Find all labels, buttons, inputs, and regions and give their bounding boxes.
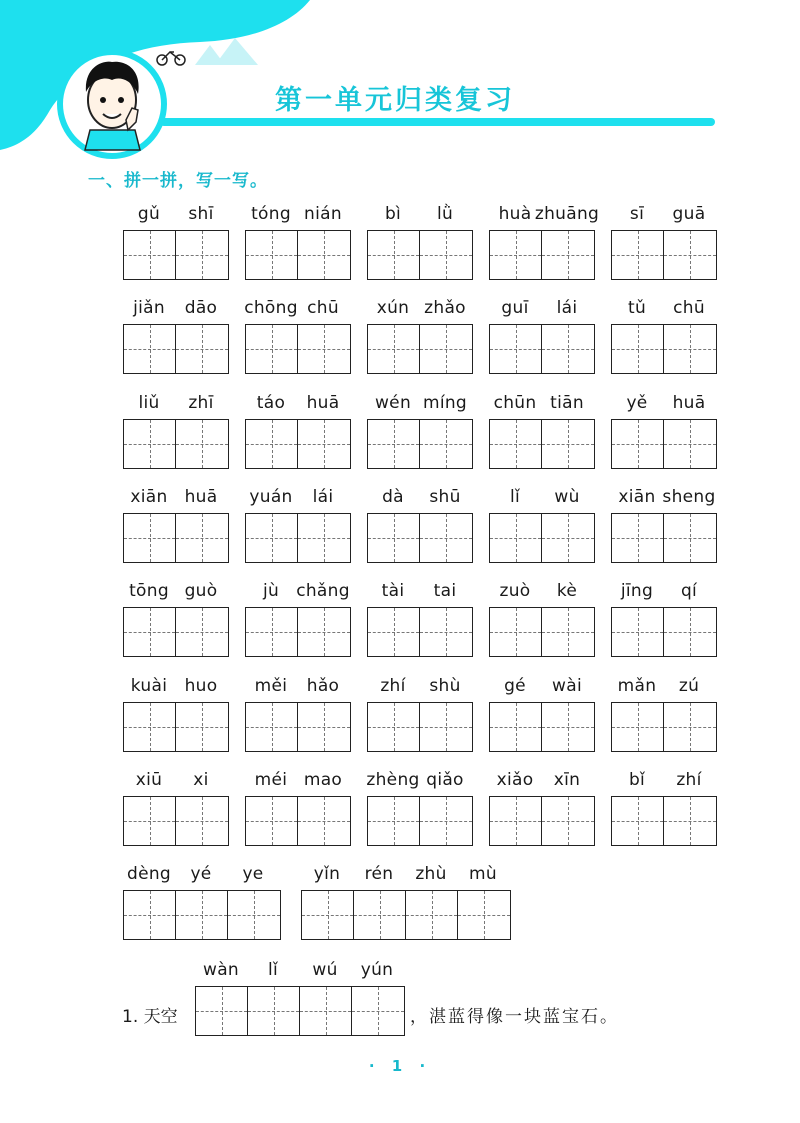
word-item[interactable] [611, 298, 715, 324]
writing-cell[interactable] [124, 420, 176, 468]
word-item[interactable] [123, 581, 227, 607]
pinyin-syllable: mǎn [617, 675, 657, 696]
writing-cell[interactable] [124, 608, 176, 656]
pinyin-row [123, 393, 227, 419]
writing-cell[interactable] [664, 325, 716, 373]
pinyin-syllable: táo [256, 392, 286, 413]
writing-cell[interactable] [124, 325, 176, 373]
pinyin-syllable: huo [184, 675, 218, 696]
word-item[interactable] [367, 204, 471, 230]
pinyin-row [245, 581, 349, 607]
pinyin-row [489, 581, 593, 607]
writing-cell[interactable] [420, 703, 472, 751]
pinyin-row [123, 676, 227, 702]
pinyin-syllable: nián [304, 204, 342, 224]
word-item[interactable] [245, 487, 349, 513]
pinyin-syllable: lǜ [436, 204, 454, 224]
writing-cell[interactable] [352, 987, 404, 1035]
pinyin-syllable: jù [262, 581, 280, 602]
pinyin-row [123, 204, 227, 230]
pinyin-syllable: huā [672, 392, 706, 413]
pinyin-syllable: liǔ [138, 392, 160, 413]
pinyin-syllable: qiǎo [426, 769, 464, 790]
pinyin-syllable: gé [504, 675, 526, 696]
pinyin-syllable: zú [678, 675, 700, 696]
writing-cell[interactable] [298, 608, 350, 656]
word-item[interactable] [123, 204, 227, 230]
writing-cell[interactable] [368, 797, 420, 845]
pinyin-syllable: zhèng [366, 769, 420, 790]
pinyin-row [611, 487, 715, 513]
writing-cell[interactable] [612, 703, 664, 751]
writing-boxes[interactable] [489, 324, 595, 374]
pinyin-row [367, 487, 471, 513]
word-item[interactable] [123, 298, 227, 324]
writing-boxes[interactable] [367, 513, 473, 563]
pinyin-syllable: xiān [618, 486, 656, 507]
word-item[interactable] [489, 298, 593, 324]
writing-cell[interactable] [124, 891, 176, 939]
pinyin-syllable: lǐ [267, 960, 279, 980]
writing-cell[interactable] [490, 420, 542, 468]
writing-cell[interactable] [176, 514, 228, 562]
pinyin-syllable: guī [501, 298, 529, 319]
sentence-answer-grid[interactable] [195, 960, 403, 986]
writing-cell[interactable] [176, 891, 228, 939]
writing-boxes[interactable] [489, 513, 595, 563]
writing-cell[interactable] [420, 325, 472, 373]
writing-cell[interactable] [542, 608, 594, 656]
pinyin-row [245, 487, 349, 513]
writing-cell[interactable] [176, 325, 228, 373]
writing-cell[interactable] [612, 514, 664, 562]
writing-cell[interactable] [246, 703, 298, 751]
writing-cell[interactable] [246, 420, 298, 468]
pinyin-syllable: xīn [553, 769, 581, 790]
pinyin-syllable: chū [307, 298, 339, 319]
word-item[interactable] [123, 864, 279, 890]
writing-cell[interactable] [368, 325, 420, 373]
pinyin-syllable: jīng [620, 581, 654, 602]
pinyin-syllable: xún [376, 298, 410, 319]
pinyin-syllable: yún [360, 960, 394, 980]
word-item[interactable] [123, 393, 227, 419]
pinyin-syllable: tiān [550, 392, 584, 413]
pinyin-row [245, 204, 349, 230]
writing-cell[interactable] [298, 703, 350, 751]
writing-cell[interactable] [490, 703, 542, 751]
writing-cell[interactable] [368, 703, 420, 751]
word-item[interactable] [489, 487, 593, 513]
writing-boxes[interactable] [245, 419, 351, 469]
pinyin-syllable: dāo [184, 298, 218, 319]
word-item[interactable] [245, 298, 349, 324]
writing-boxes[interactable] [367, 796, 473, 846]
word-item[interactable] [611, 581, 715, 607]
writing-cell[interactable] [420, 514, 472, 562]
boy-mascot-icon [85, 62, 140, 150]
pinyin-syllable: shū [429, 486, 461, 507]
pinyin-row [489, 770, 593, 796]
pinyin-syllable: lǐ [509, 486, 521, 507]
pinyin-row [367, 204, 471, 230]
pinyin-syllable: wén [374, 392, 412, 413]
pinyin-syllable: gǔ [137, 204, 161, 224]
pinyin-syllable: tai [433, 581, 457, 602]
writing-cell[interactable] [420, 420, 472, 468]
writing-cell[interactable] [612, 231, 664, 279]
section-heading: 一、拼一拼，写一写。 [88, 171, 268, 191]
sentence-label: 1. 天空 [122, 1007, 178, 1027]
word-item[interactable] [367, 393, 471, 419]
pinyin-syllable: wù [554, 486, 580, 507]
pinyin-row [123, 581, 227, 607]
writing-cell[interactable] [664, 703, 716, 751]
pinyin-syllable: měi [254, 675, 288, 696]
pinyin-syllable: jiǎn [133, 298, 165, 319]
writing-cell[interactable] [490, 797, 542, 845]
writing-cell[interactable] [124, 797, 176, 845]
pinyin-row [367, 393, 471, 419]
writing-cell[interactable] [176, 420, 228, 468]
pinyin-syllable: kuài [130, 675, 168, 696]
word-item[interactable] [489, 581, 593, 607]
writing-cell[interactable] [176, 231, 228, 279]
word-item[interactable] [367, 298, 471, 324]
word-item[interactable] [367, 581, 471, 607]
pinyin-syllable: míng [422, 392, 468, 413]
pinyin-syllable: shī [188, 204, 214, 224]
pinyin-syllable: dà [382, 486, 404, 507]
writing-cell[interactable] [248, 987, 300, 1035]
pinyin-syllable: hǎo [306, 675, 340, 696]
word-item[interactable] [301, 864, 509, 890]
writing-boxes[interactable] [123, 890, 281, 940]
writing-cell[interactable] [542, 325, 594, 373]
writing-cell[interactable] [542, 514, 594, 562]
pinyin-syllable: tǔ [627, 298, 647, 319]
pinyin-syllable: zhù [415, 864, 447, 885]
writing-cell[interactable] [124, 231, 176, 279]
writing-boxes[interactable] [611, 419, 717, 469]
pinyin-syllable: chū [673, 298, 705, 319]
writing-cell[interactable] [298, 325, 350, 373]
pinyin-row [123, 298, 227, 324]
pinyin-row [489, 204, 600, 230]
writing-cell[interactable] [246, 514, 298, 562]
writing-boxes[interactable] [489, 230, 595, 280]
writing-boxes[interactable] [611, 607, 717, 657]
pinyin-row [611, 676, 715, 702]
bicycle-icon [157, 52, 185, 65]
pinyin-row [611, 770, 715, 796]
pinyin-syllable: lái [556, 298, 578, 319]
writing-cell[interactable] [490, 231, 542, 279]
writing-cell[interactable] [664, 514, 716, 562]
writing-boxes[interactable] [611, 230, 717, 280]
word-item[interactable] [245, 393, 349, 419]
pinyin-syllable: rén [364, 864, 394, 885]
pinyin-syllable: zhí [380, 675, 406, 696]
writing-boxes[interactable] [245, 230, 351, 280]
pinyin-syllable: xiǎo [496, 769, 534, 790]
word-item[interactable] [489, 204, 600, 230]
pinyin-row [195, 960, 403, 986]
writing-boxes[interactable] [489, 419, 595, 469]
writing-cell[interactable] [176, 608, 228, 656]
writing-boxes[interactable] [489, 796, 595, 846]
writing-boxes[interactable] [123, 796, 229, 846]
writing-boxes[interactable] [367, 607, 473, 657]
pinyin-syllable: kè [556, 581, 578, 602]
pinyin-syllable: ye [242, 864, 264, 885]
pinyin-syllable: mù [469, 864, 497, 885]
writing-cell[interactable] [458, 891, 510, 939]
writing-cell[interactable] [246, 797, 298, 845]
writing-cell[interactable] [542, 420, 594, 468]
writing-boxes[interactable] [611, 513, 717, 563]
pinyin-syllable: bì [384, 204, 402, 224]
word-item[interactable] [367, 770, 471, 796]
writing-cell[interactable] [420, 797, 472, 845]
pinyin-syllable: chǎng [296, 581, 350, 602]
writing-boxes[interactable] [489, 607, 595, 657]
writing-cell[interactable] [298, 514, 350, 562]
pinyin-row [367, 298, 471, 324]
pinyin-syllable: tài [381, 581, 405, 602]
writing-boxes[interactable] [123, 607, 229, 657]
writing-cell[interactable] [420, 231, 472, 279]
pinyin-row [367, 676, 471, 702]
writing-boxes[interactable] [245, 796, 351, 846]
writing-cell[interactable] [490, 514, 542, 562]
word-item[interactable] [489, 676, 593, 702]
pinyin-syllable: xiū [135, 769, 163, 790]
pinyin-syllable: chūn [493, 392, 537, 413]
word-item[interactable] [611, 393, 715, 419]
writing-cell[interactable] [664, 420, 716, 468]
word-item[interactable] [123, 487, 227, 513]
pinyin-syllable: lái [312, 486, 334, 507]
pinyin-row [301, 864, 509, 890]
pinyin-syllable: chōng [244, 298, 298, 319]
page-number: · 1 · [368, 1057, 432, 1075]
pinyin-syllable: xi [193, 769, 209, 790]
writing-cell[interactable] [420, 608, 472, 656]
writing-boxes[interactable] [245, 607, 351, 657]
pinyin-syllable: shù [429, 675, 461, 696]
pinyin-row [367, 770, 471, 796]
pinyin-syllable: méi [254, 769, 288, 790]
word-item[interactable] [245, 204, 349, 230]
writing-cell[interactable] [612, 797, 664, 845]
word-item[interactable] [123, 770, 227, 796]
writing-cell[interactable] [246, 325, 298, 373]
pinyin-syllable: zhī [188, 392, 214, 413]
writing-boxes[interactable] [123, 324, 229, 374]
pinyin-row [123, 487, 227, 513]
pinyin-syllable: yě [626, 392, 648, 413]
word-item[interactable] [611, 204, 715, 230]
writing-cell[interactable] [368, 514, 420, 562]
pinyin-row [245, 770, 349, 796]
sentence-rest: ，湛蓝得像一块蓝宝石。 [410, 1007, 619, 1027]
pinyin-row [489, 393, 593, 419]
writing-boxes[interactable] [123, 513, 229, 563]
writing-cell[interactable] [490, 608, 542, 656]
pinyin-row [245, 393, 349, 419]
pinyin-row [611, 393, 715, 419]
word-item[interactable] [489, 393, 593, 419]
writing-cell[interactable] [298, 420, 350, 468]
writing-cell[interactable] [246, 231, 298, 279]
writing-boxes[interactable] [367, 324, 473, 374]
page-header [0, 0, 800, 160]
writing-boxes[interactable] [245, 702, 351, 752]
writing-cell[interactable] [300, 987, 352, 1035]
word-item[interactable] [611, 676, 715, 702]
word-item[interactable] [611, 770, 715, 796]
page-title: 第一单元归类复习 [275, 85, 515, 116]
pinyin-syllable: mao [303, 769, 343, 790]
pinyin-row [123, 864, 279, 890]
pinyin-syllable: guā [672, 204, 706, 224]
writing-cell[interactable] [542, 797, 594, 845]
pinyin-syllable: yǐn [313, 864, 341, 885]
pinyin-row [245, 676, 349, 702]
writing-cell[interactable] [490, 325, 542, 373]
writing-cell[interactable] [612, 608, 664, 656]
writing-cell[interactable] [228, 891, 280, 939]
pinyin-syllable: wú [312, 960, 338, 980]
pinyin-row [245, 298, 349, 324]
writing-boxes[interactable] [611, 796, 717, 846]
writing-cell[interactable] [298, 231, 350, 279]
pinyin-syllable: xiān [130, 486, 168, 507]
pinyin-row [489, 676, 593, 702]
writing-cell[interactable] [664, 608, 716, 656]
word-item[interactable] [367, 676, 471, 702]
writing-boxes[interactable] [195, 986, 405, 1036]
word-item[interactable] [367, 487, 471, 513]
writing-boxes[interactable] [367, 702, 473, 752]
writing-cell[interactable] [124, 514, 176, 562]
pinyin-syllable: bǐ [628, 769, 646, 790]
writing-cell[interactable] [612, 325, 664, 373]
pinyin-syllable: wài [552, 675, 582, 696]
writing-boxes[interactable] [123, 419, 229, 469]
pinyin-row [489, 487, 593, 513]
word-item[interactable] [245, 581, 349, 607]
writing-cell[interactable] [542, 231, 594, 279]
pinyin-syllable: tōng [129, 581, 169, 602]
pinyin-syllable: wàn [203, 960, 239, 980]
pinyin-syllable: dèng [126, 864, 172, 885]
writing-cell[interactable] [354, 891, 406, 939]
pinyin-syllable: tóng [251, 204, 291, 224]
pinyin-syllable: huà [498, 204, 532, 224]
pinyin-syllable: sī [629, 204, 645, 224]
writing-cell[interactable] [196, 987, 248, 1035]
writing-cell[interactable] [368, 420, 420, 468]
writing-cell[interactable] [664, 797, 716, 845]
writing-cell[interactable] [664, 231, 716, 279]
word-item[interactable] [489, 770, 593, 796]
pinyin-row [611, 581, 715, 607]
writing-cell[interactable] [542, 703, 594, 751]
writing-cell[interactable] [368, 231, 420, 279]
writing-cell[interactable] [298, 797, 350, 845]
writing-cell[interactable] [612, 420, 664, 468]
writing-boxes[interactable] [611, 702, 717, 752]
pinyin-syllable: huā [306, 392, 340, 413]
writing-cell[interactable] [124, 703, 176, 751]
pinyin-syllable: yé [190, 864, 212, 885]
pinyin-row [123, 770, 227, 796]
writing-cell[interactable] [368, 608, 420, 656]
word-item[interactable] [245, 676, 349, 702]
writing-boxes[interactable] [245, 324, 351, 374]
pinyin-syllable: guò [184, 581, 218, 602]
pinyin-row [611, 298, 715, 324]
writing-boxes[interactable] [489, 702, 595, 752]
word-item[interactable] [123, 676, 227, 702]
writing-cell[interactable] [302, 891, 354, 939]
pinyin-syllable: zhǎo [424, 298, 466, 319]
pinyin-syllable: zhuāng [534, 204, 600, 224]
pinyin-syllable: sheng [662, 486, 716, 507]
pinyin-row [367, 581, 471, 607]
writing-boxes[interactable] [245, 513, 351, 563]
writing-boxes[interactable] [611, 324, 717, 374]
pinyin-row [611, 204, 715, 230]
pinyin-syllable: qí [680, 581, 698, 602]
writing-cell[interactable] [176, 703, 228, 751]
word-item[interactable] [611, 487, 715, 513]
writing-boxes[interactable] [123, 230, 229, 280]
writing-boxes[interactable] [301, 890, 511, 940]
writing-cell[interactable] [246, 608, 298, 656]
pinyin-syllable: zuò [499, 581, 531, 602]
word-item[interactable] [245, 770, 349, 796]
pinyin-row [489, 298, 593, 324]
writing-cell[interactable] [176, 797, 228, 845]
writing-cell[interactable] [406, 891, 458, 939]
writing-boxes[interactable] [123, 702, 229, 752]
writing-boxes[interactable] [367, 230, 473, 280]
pinyin-syllable: zhí [676, 769, 702, 790]
writing-boxes[interactable] [367, 419, 473, 469]
pinyin-syllable: yuán [249, 486, 293, 507]
pinyin-syllable: huā [184, 486, 218, 507]
